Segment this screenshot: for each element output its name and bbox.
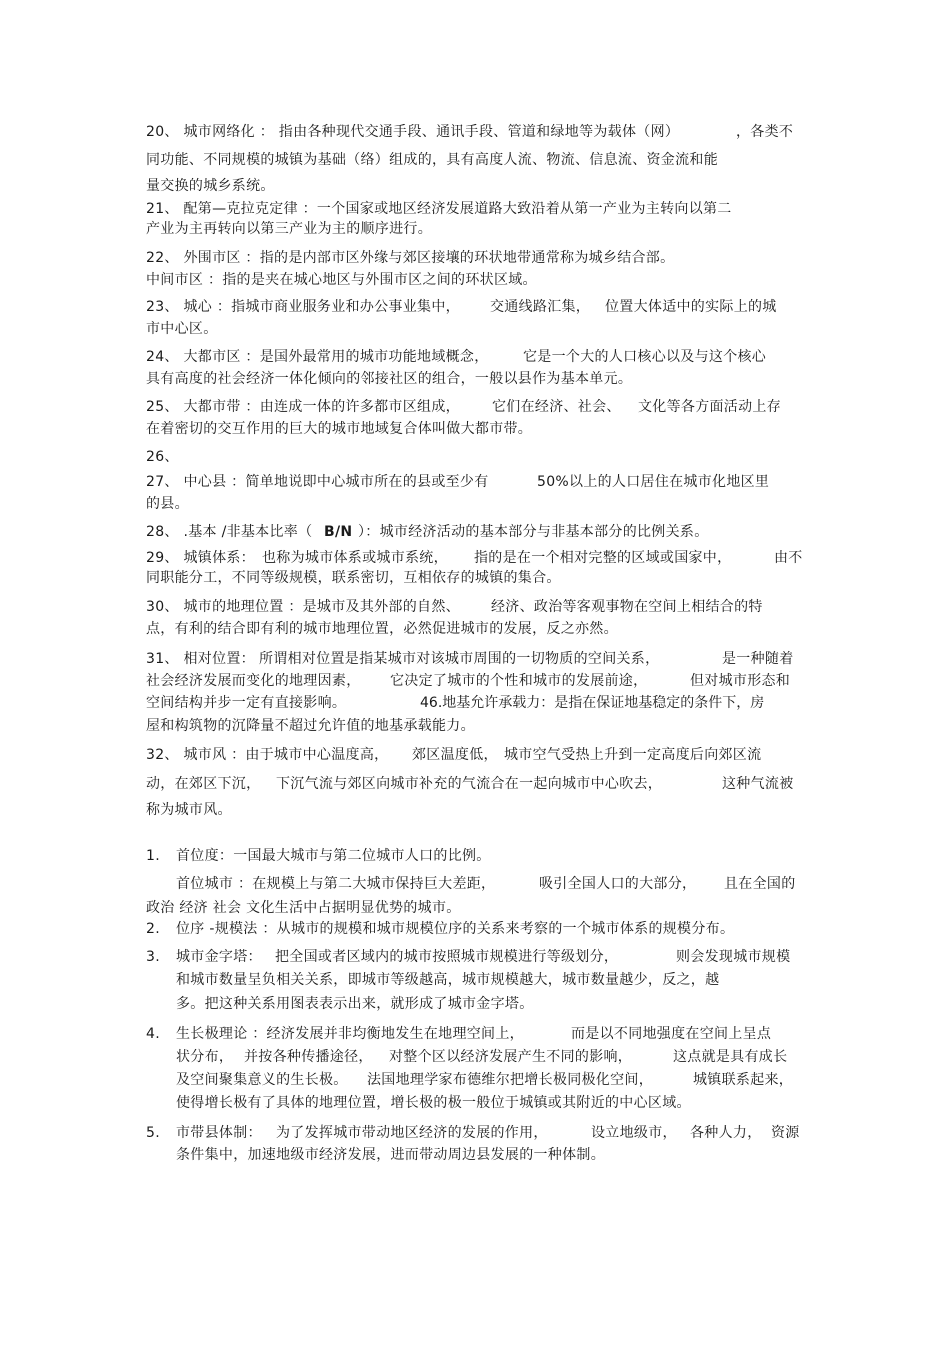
- text-line: 屋和构筑物的沉降量不超过允许值的地基承载能力。: [146, 718, 475, 734]
- text-line: 的县。: [146, 496, 189, 512]
- text-line: 称为城市风。: [146, 802, 232, 818]
- text-line: 21、 配第—克拉克定律 ：一个国家或地区经济发展道路大致沿着从第一产业为主转向以第二: [146, 201, 732, 217]
- text-line: 产业为主再转向以第三产业为主的顺序进行。: [146, 221, 432, 237]
- text-line: 31、 相对位置：: [146, 651, 255, 667]
- text-line: 25、 大都市带 ：由连成一体的许多都市区组成，: [146, 399, 460, 415]
- text-line: 并按各种传播途径，: [244, 1049, 373, 1065]
- text-line: 是一种随着: [722, 651, 794, 667]
- text-line: 状分布，: [176, 1049, 234, 1065]
- text-line: 32、 城市风 ：由于城市中心温度高，: [146, 747, 389, 763]
- text-line: ，各类不: [736, 124, 794, 140]
- text-line: 它们在经济、社会、: [492, 399, 621, 415]
- text-line: 27、 中心县 ：简单地说即中心城市所在的县或至少有: [146, 474, 489, 490]
- text-line: 经济、政治等客观事物在空间上相结合的特: [491, 599, 763, 615]
- text-line: 使得增长极有了具体的地理位置，增长极的极一般位于城镇或其附近的中心区域。: [176, 1095, 691, 1111]
- text-line: 首位度：一国最大城市与第二位城市人口的比例。: [176, 848, 491, 864]
- text-line: 政治 经济 社会 文化生活中占据明显优势的城市。: [146, 900, 461, 916]
- text-line: 但对城市形态和: [690, 673, 791, 689]
- text-line: 点，有利的结合即有利的城市地理位置，必然促进城市的发展，反之亦然。: [146, 621, 618, 637]
- list-number: 3.: [146, 949, 160, 965]
- text-line: 30、 城市的地理位置 ：是城市及其外部的自然、: [146, 599, 460, 615]
- text-line: 具有高度的社会经济一体化倾向的邻接社区的组合，一般以县作为基本单元。: [146, 371, 633, 387]
- text-line: 23、 城心 ：指城市商业服务业和办公事业集中，: [146, 299, 460, 315]
- text-line: 28、 .基本 /非基本比率（: [146, 524, 313, 540]
- text-line: 郊区温度低，: [412, 747, 498, 763]
- text-line: 城镇联系起来，: [693, 1072, 794, 1088]
- text-line: 对整个区以经济发展产生不同的影响，: [389, 1049, 633, 1065]
- text-line: 交通线路汇集，: [490, 299, 591, 315]
- text-line: 所谓相对位置是指某城市对该城市周围的一切物质的空间关系，: [259, 651, 660, 667]
- text-line: 中间市区 ：指的是夹在城心地区与外围市区之间的环状区域。: [146, 272, 537, 288]
- text-line: 50%以上的人口居住在城市化地区里: [537, 474, 770, 490]
- text-line: 指的是在一个相对完整的区域或国家中，: [474, 550, 732, 566]
- text-line: 而是以不同地强度在空间上呈点: [571, 1026, 772, 1042]
- text-line: 20、 城市网络化 ： 指由各种现代交通手段、通讯手段、管道和绿地等为载体（网）: [146, 124, 680, 140]
- text-line: 各种人力，: [690, 1125, 762, 1141]
- text-line: 且在全国的: [724, 876, 796, 892]
- text-line: 条件集中，加速地级市经济发展，进而带动周边县发展的一种体制。: [176, 1147, 605, 1163]
- text-line: 46.地基允许承载力：是指在保证地基稳定的条件下，房: [420, 695, 765, 711]
- text-line: 法国地理学家布德维尔把增长极同极化空间，: [367, 1072, 653, 1088]
- text-line: 24、 大都市区 ：是国外最常用的城市功能地域概念，: [146, 349, 489, 365]
- text-line: 在着密切的交互作用的巨大的城市地域复合体叫做大都市带。: [146, 421, 533, 437]
- list-number: 4.: [146, 1026, 160, 1042]
- text-line: 则会发现城市规模: [676, 949, 791, 965]
- text-line: 多。把这种关系用图表表示出来，就形成了城市金字塔。: [176, 996, 534, 1012]
- text-line: 生长极理论 ：经济发展并非均衡地发生在地理空间上，: [176, 1026, 524, 1042]
- text-line: 空间结构并步一定有直接影响。: [146, 695, 347, 711]
- text-line: 29、 城镇体系：: [146, 550, 255, 566]
- text-line: 吸引全国人口的大部分，: [539, 876, 697, 892]
- text-line: 首位城市 ：在规模上与第二大城市保持巨大差距，: [176, 876, 496, 892]
- text-line: 也称为城市体系或城市系统，: [262, 550, 448, 566]
- list-number: 5.: [146, 1125, 160, 1141]
- text-line: 26、: [146, 449, 179, 465]
- list-number: 1.: [146, 848, 160, 864]
- text-line: 城市空气受热上升到一定高度后向郊区流: [504, 747, 762, 763]
- text-line: 城市金字塔：: [176, 949, 262, 965]
- text-line: 同功能、不同规模的城镇为基础（络）组成的，具有高度人流、物流、信息流、资金流和能: [146, 152, 718, 168]
- text-line: 和城市数量呈负相关关系，即城市等级越高，城市规模越大，城市数量越少，反之，越: [176, 972, 720, 988]
- text-line: 位序 -规模法 ：从城市的规模和城市规模位序的关系来考察的一个城市体系的规模分布。: [176, 921, 735, 937]
- text-line: 市带县体制：: [176, 1125, 262, 1141]
- text-line: 下沉气流与郊区向城市补充的气流合在一起向城市中心吹去，: [276, 776, 663, 792]
- text-line: 22、 外围市区 ：指的是内部市区外缘与郊区接壤的环状地带通常称为城乡结合部。: [146, 250, 675, 266]
- text-line: 同职能分工，不同等级规模，联系密切，互相依存的城镇的集合。: [146, 570, 561, 586]
- text-line: 位置大体适中的实际上的城: [605, 299, 777, 315]
- text-line: 这种气流被: [722, 776, 794, 792]
- text-line: 这点就是具有成长: [673, 1049, 788, 1065]
- text-line: 由不: [774, 550, 803, 566]
- text-line: 量交换的城乡系统。: [146, 178, 275, 194]
- text-line: 设立地级市，: [591, 1125, 677, 1141]
- text-line: 社会经济发展而变化的地理因素，: [146, 673, 361, 689]
- text-line: 资源: [771, 1125, 800, 1141]
- text-line: B/N: [324, 524, 353, 540]
- text-line: 把全国或者区域内的城市按照城市规模进行等级划分，: [275, 949, 619, 965]
- text-line: 文化等各方面活动上存: [638, 399, 781, 415]
- text-line: 它决定了城市的个性和城市的发展前途，: [390, 673, 648, 689]
- text-line: 它是一个大的人口核心以及与这个核心: [523, 349, 767, 365]
- text-line: 动，在郊区下沉，: [146, 776, 261, 792]
- list-number: 2.: [146, 921, 160, 937]
- text-line: 及空间聚集意义的生长极。: [176, 1072, 348, 1088]
- text-line: ）：城市经济活动的基本部分与非基本部分的比例关系。: [358, 524, 709, 540]
- text-line: 市中心区。: [146, 321, 218, 337]
- text-line: 为了发挥城市带动地区经济的发展的作用，: [276, 1125, 548, 1141]
